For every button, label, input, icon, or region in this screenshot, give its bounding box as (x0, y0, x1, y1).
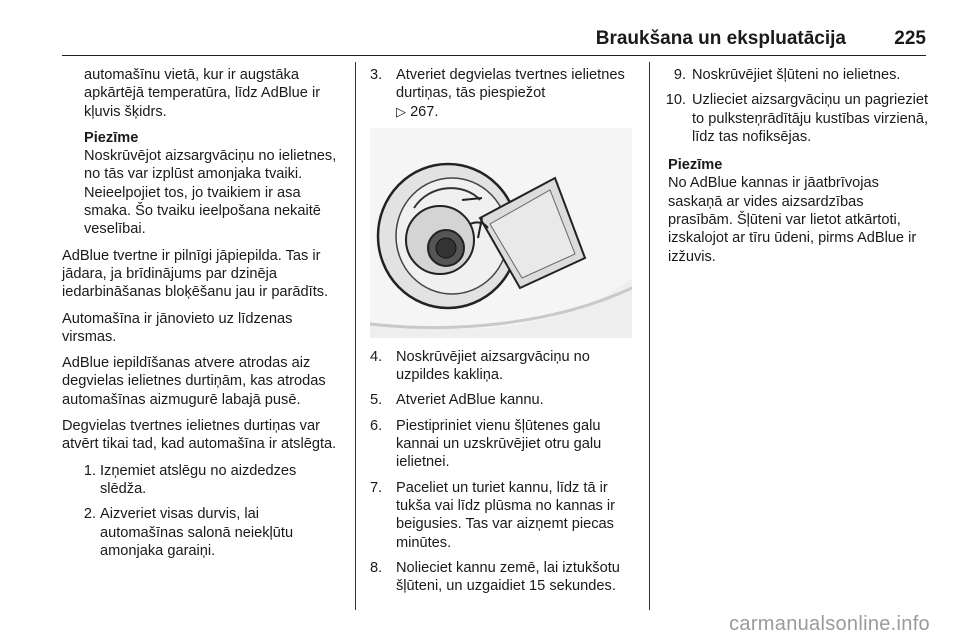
note-title: Piezīme (668, 157, 723, 174)
paragraph-door-unlock: Degvielas tvertnes ielietnes durtiņas var atvērt tikai tad, kad automašīna ir atslēgta. (62, 418, 337, 453)
note-text: No AdBlue kannas ir jāatbrīvojas saskaņā ar vides aizsardzības prasībām. Šļūteni var lietot atkārtoti, izskalojot ar tīru ūdeni, pirms AdBlue ir izžuvis. (668, 175, 917, 265)
list-item (370, 66, 634, 121)
list-item (370, 348, 634, 385)
step-text: Nolieciet kannu zemē, lai iztukšotu šļūteni, un uzgaidiet 15 sekundes. (396, 559, 620, 595)
page-header (62, 28, 926, 56)
watermark: carmanualsonline.info (729, 613, 930, 635)
header-rule (62, 55, 926, 56)
step-text: Izņemiet atslēgu no aizdedzes slēdža. (100, 462, 297, 497)
column-left (62, 66, 342, 567)
step-number: 4. (370, 348, 383, 365)
step-text: Aizveriet visas durvis, lai automašīnas salonā neiekļūtu amonjaka garaiņi. (100, 506, 294, 559)
list-item (370, 417, 634, 472)
note-block (668, 156, 932, 266)
paragraph-filler-location: AdBlue iepildīšanas atvere atrodas aiz degvielas ielietnes durtiņām, kas atrodas automašīnas aizmugurē labajā pusē. (62, 355, 326, 408)
list-item (370, 559, 634, 596)
step-text: Atveriet AdBlue kannu. (396, 392, 544, 409)
step-text: Noskrūvējiet šļūteni no ielietnes. (692, 67, 901, 83)
column-right (665, 66, 932, 274)
step-text: Noskrūvējiet aizsargvāciņu no uzpildes kakliņa. (396, 348, 590, 384)
page-reference[interactable]: 267. (410, 103, 439, 120)
paragraph-fill-tank: AdBlue tvertne ir pilnīgi jāpiepilda. Tas ir jādara, ja brīdinājums par dzinēja iedarbināšanas bloķēšanu jau ir parādīts. (62, 247, 329, 301)
column-divider-left (355, 62, 356, 610)
page-number: 225 (894, 28, 926, 49)
step-number: 3. (370, 67, 383, 83)
step-number: 9. (673, 67, 686, 83)
step-number: 10. (665, 92, 686, 109)
step-number: 2. (83, 506, 96, 523)
step-number: 8. (370, 559, 383, 576)
fuel-door-illustration (370, 128, 632, 338)
list-item (665, 91, 932, 146)
column-middle (370, 66, 634, 602)
step-number: 5. (370, 392, 383, 409)
step-number: 6. (370, 417, 383, 434)
paragraph-level-surface: Automašīna ir jānovieto uz līdzenas virsmas. (62, 310, 293, 345)
list-item (370, 479, 634, 552)
list-item (668, 66, 932, 84)
step-text: Uzlieciet aizsargvāciņu un pagrieziet to pulksteņrādītāju kustības virzienā, līdz tas nofiksējas. (692, 92, 929, 145)
step-number: 7. (370, 479, 383, 496)
list-item (62, 462, 342, 499)
step-text: Piestipriniet vienu šļūtenes galu kannai un uzskrūvējiet otru galu ielietnei. (396, 417, 602, 471)
note-block (62, 129, 342, 239)
column-divider-right (649, 62, 650, 610)
chapter-title: Braukšana un ekspluatācija (595, 28, 846, 49)
list-item (370, 391, 634, 409)
step-text: Atveriet degvielas tvertnes ielietnes durtiņas, tās piespiežot (396, 67, 625, 102)
step-number: 1. (83, 462, 96, 479)
list-item (62, 505, 342, 560)
intro-paragraph: automašīnu vietā, kur ir augstāka apkārtējā temperatūra, līdz AdBlue ir kļuvis šķidrs. (84, 67, 321, 120)
page-ref-arrow-icon[interactable]: ▷ (396, 103, 406, 119)
note-text: Noskrūvējot aizsargvāciņu no ielietnes, no tās var izplūst amonjaka tvaiki. Neieelpojiet tos, jo tvaikiem ir asa smaka. Šo tvaiku ieelpošana nekaitē veselībai. (84, 148, 337, 238)
note-title: Piezīme (84, 129, 139, 146)
step-text: Paceliet un turiet kannu, līdz tā ir tukša vai līdz plūsma no kannas ir beigusies. Tas var aizņemt piecas minūtes. (396, 479, 616, 551)
filler-neck-image (370, 128, 632, 338)
